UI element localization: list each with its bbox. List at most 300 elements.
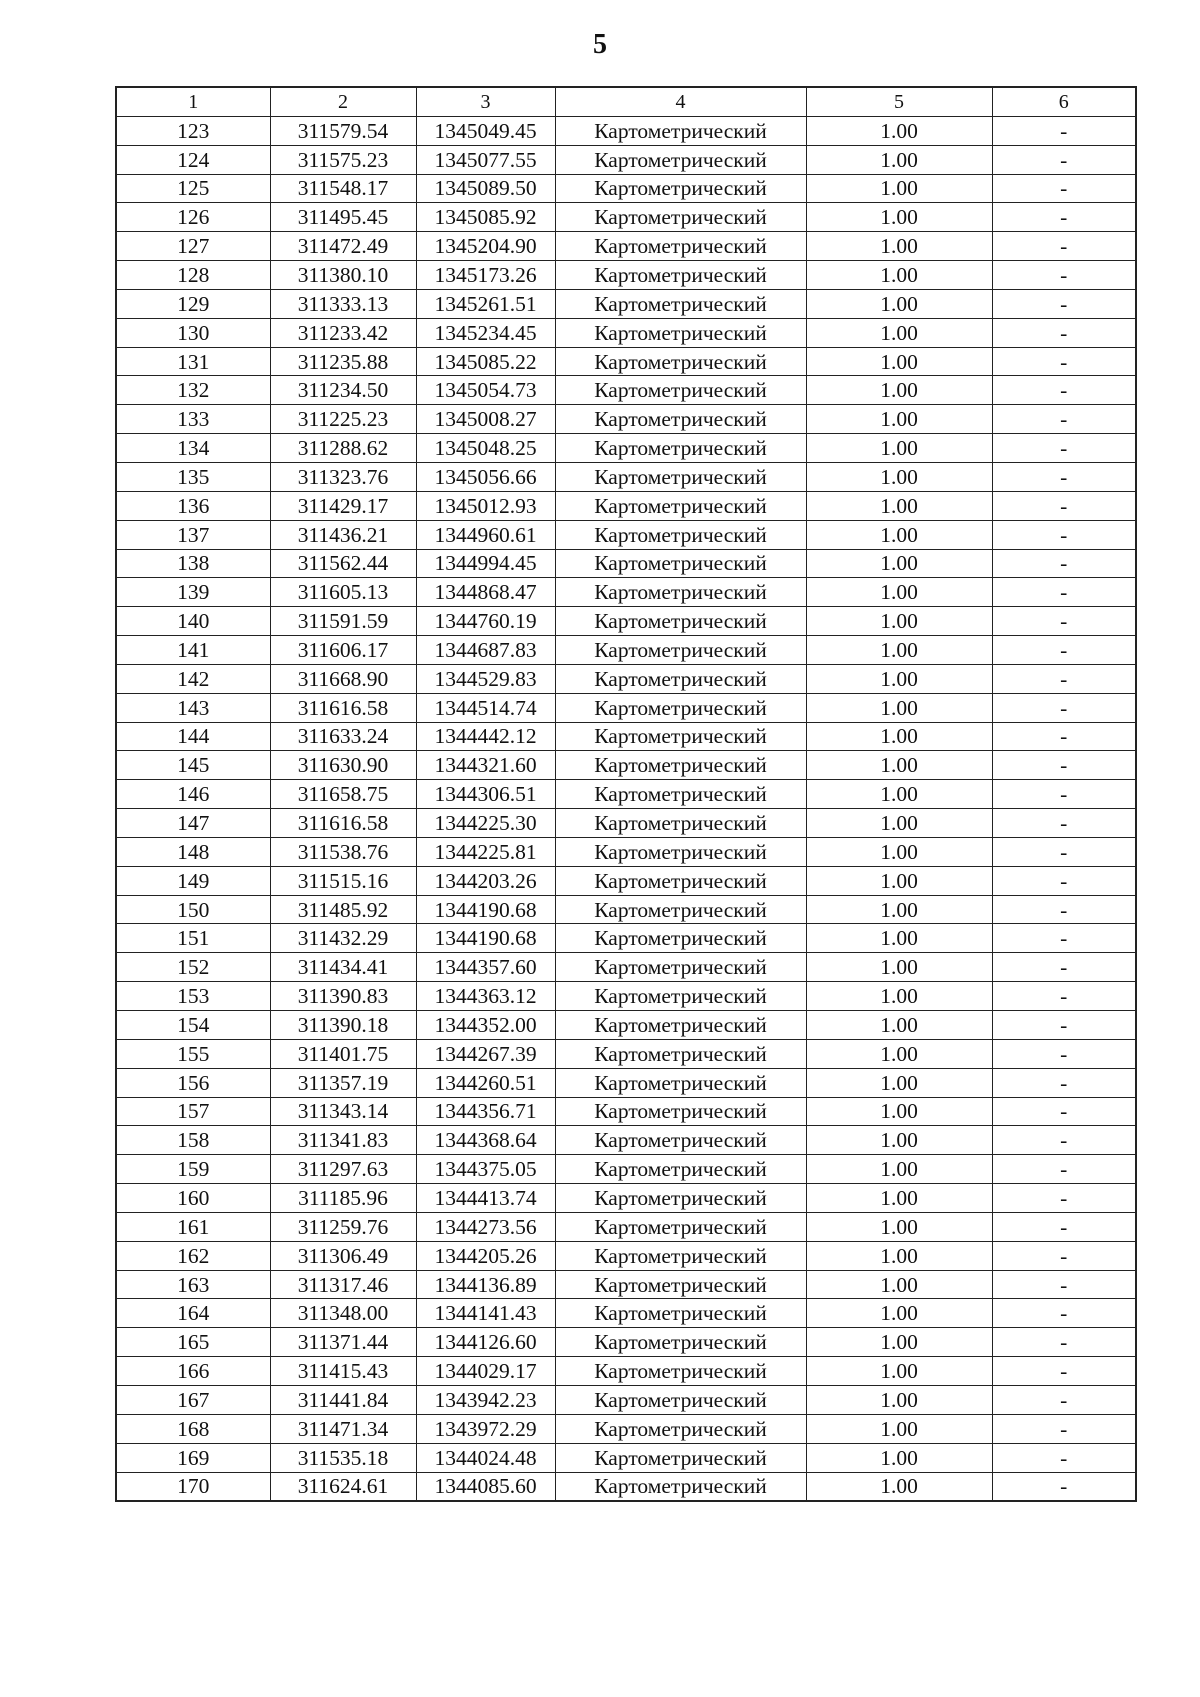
x-coordinate-cell: 311606.17 — [270, 636, 416, 665]
table-row — [116, 1357, 1136, 1386]
method-cell: Картометрический — [555, 780, 806, 809]
y-coordinate-cell: 1345173.26 — [416, 261, 555, 290]
y-coordinate-cell: 1344760.19 — [416, 607, 555, 636]
description-cell: - — [992, 780, 1136, 809]
x-coordinate-cell: 311390.83 — [270, 982, 416, 1011]
point-number-cell: 132 — [116, 376, 270, 405]
description-cell: - — [992, 462, 1136, 491]
table-row — [116, 924, 1136, 953]
point-number-cell: 125 — [116, 174, 270, 203]
point-number-cell: 152 — [116, 953, 270, 982]
accuracy-cell: 1.00 — [806, 1385, 992, 1414]
y-coordinate-cell: 1345234.45 — [416, 318, 555, 347]
y-coordinate-cell: 1344321.60 — [416, 751, 555, 780]
point-number-cell: 162 — [116, 1241, 270, 1270]
table-row — [116, 1299, 1136, 1328]
description-cell: - — [992, 578, 1136, 607]
accuracy-cell: 1.00 — [806, 722, 992, 751]
point-number-cell: 149 — [116, 866, 270, 895]
method-cell: Картометрический — [555, 1241, 806, 1270]
y-coordinate-cell: 1343972.29 — [416, 1414, 555, 1443]
method-cell: Картометрический — [555, 1011, 806, 1040]
point-number-cell: 163 — [116, 1270, 270, 1299]
y-coordinate-cell: 1344687.83 — [416, 636, 555, 665]
x-coordinate-cell: 311668.90 — [270, 664, 416, 693]
method-cell: Картометрический — [555, 953, 806, 982]
method-cell: Картометрический — [555, 434, 806, 463]
method-cell: Картометрический — [555, 1357, 806, 1386]
point-number-cell: 137 — [116, 520, 270, 549]
description-cell: - — [992, 1385, 1136, 1414]
y-coordinate-cell: 1344225.30 — [416, 809, 555, 838]
table-row — [116, 837, 1136, 866]
x-coordinate-cell: 311348.00 — [270, 1299, 416, 1328]
table-row — [116, 232, 1136, 261]
accuracy-cell: 1.00 — [806, 953, 992, 982]
accuracy-cell: 1.00 — [806, 1155, 992, 1184]
accuracy-cell: 1.00 — [806, 1328, 992, 1357]
x-coordinate-cell: 311535.18 — [270, 1443, 416, 1472]
method-cell: Картометрический — [555, 809, 806, 838]
point-number-cell: 158 — [116, 1126, 270, 1155]
method-cell: Картометрический — [555, 376, 806, 405]
method-cell: Картометрический — [555, 116, 806, 145]
x-coordinate-cell: 311471.34 — [270, 1414, 416, 1443]
accuracy-cell: 1.00 — [806, 1357, 992, 1386]
point-number-cell: 164 — [116, 1299, 270, 1328]
table-row — [116, 809, 1136, 838]
method-cell: Картометрический — [555, 1126, 806, 1155]
y-coordinate-cell: 1344260.51 — [416, 1068, 555, 1097]
accuracy-cell: 1.00 — [806, 318, 992, 347]
table-row — [116, 751, 1136, 780]
y-coordinate-cell: 1344190.68 — [416, 895, 555, 924]
method-cell: Картометрический — [555, 895, 806, 924]
table-row — [116, 1328, 1136, 1357]
x-coordinate-cell: 311390.18 — [270, 1011, 416, 1040]
description-cell: - — [992, 261, 1136, 290]
point-number-cell: 144 — [116, 722, 270, 751]
x-coordinate-cell: 311259.76 — [270, 1212, 416, 1241]
point-number-cell: 141 — [116, 636, 270, 665]
description-cell: - — [992, 636, 1136, 665]
table-row — [116, 1241, 1136, 1270]
point-number-cell: 147 — [116, 809, 270, 838]
description-cell: - — [992, 809, 1136, 838]
method-cell: Картометрический — [555, 1270, 806, 1299]
accuracy-cell: 1.00 — [806, 520, 992, 549]
y-coordinate-cell: 1344994.45 — [416, 549, 555, 578]
point-number-cell: 168 — [116, 1414, 270, 1443]
description-cell: - — [992, 664, 1136, 693]
accuracy-cell: 1.00 — [806, 376, 992, 405]
description-cell: - — [992, 895, 1136, 924]
method-cell: Картометрический — [555, 347, 806, 376]
x-coordinate-cell: 311341.83 — [270, 1126, 416, 1155]
table-row — [116, 203, 1136, 232]
y-coordinate-cell: 1345012.93 — [416, 491, 555, 520]
point-number-cell: 145 — [116, 751, 270, 780]
y-coordinate-cell: 1345008.27 — [416, 405, 555, 434]
accuracy-cell: 1.00 — [806, 232, 992, 261]
point-number-cell: 146 — [116, 780, 270, 809]
table-row — [116, 347, 1136, 376]
point-number-cell: 169 — [116, 1443, 270, 1472]
point-number-cell: 153 — [116, 982, 270, 1011]
point-number-cell: 143 — [116, 693, 270, 722]
column-header: 4 — [555, 87, 806, 116]
x-coordinate-cell: 311562.44 — [270, 549, 416, 578]
accuracy-cell: 1.00 — [806, 405, 992, 434]
y-coordinate-cell: 1344203.26 — [416, 866, 555, 895]
method-cell: Картометрический — [555, 318, 806, 347]
point-number-cell: 156 — [116, 1068, 270, 1097]
accuracy-cell: 1.00 — [806, 261, 992, 290]
table-row — [116, 953, 1136, 982]
table-row — [116, 520, 1136, 549]
y-coordinate-cell: 1345085.22 — [416, 347, 555, 376]
method-cell: Картометрический — [555, 982, 806, 1011]
method-cell: Картометрический — [555, 607, 806, 636]
point-number-cell: 167 — [116, 1385, 270, 1414]
point-number-cell: 170 — [116, 1472, 270, 1501]
page-number: 5 — [593, 29, 607, 60]
point-number-cell: 161 — [116, 1212, 270, 1241]
point-number-cell: 150 — [116, 895, 270, 924]
x-coordinate-cell: 311288.62 — [270, 434, 416, 463]
table-row — [116, 405, 1136, 434]
method-cell: Картометрический — [555, 924, 806, 953]
point-number-cell: 136 — [116, 491, 270, 520]
x-coordinate-cell: 311616.58 — [270, 693, 416, 722]
point-number-cell: 123 — [116, 116, 270, 145]
table-row — [116, 1270, 1136, 1299]
point-number-cell: 138 — [116, 549, 270, 578]
description-cell: - — [992, 866, 1136, 895]
point-number-cell: 155 — [116, 1039, 270, 1068]
method-cell: Картометрический — [555, 289, 806, 318]
table-row — [116, 1097, 1136, 1126]
description-cell: - — [992, 1270, 1136, 1299]
method-cell: Картометрический — [555, 837, 806, 866]
method-cell: Картометрический — [555, 1184, 806, 1213]
description-cell: - — [992, 1039, 1136, 1068]
x-coordinate-cell: 311357.19 — [270, 1068, 416, 1097]
x-coordinate-cell: 311575.23 — [270, 145, 416, 174]
method-cell: Картометрический — [555, 1299, 806, 1328]
x-coordinate-cell: 311235.88 — [270, 347, 416, 376]
description-cell: - — [992, 1299, 1136, 1328]
accuracy-cell: 1.00 — [806, 1011, 992, 1040]
accuracy-cell: 1.00 — [806, 1212, 992, 1241]
table-row — [116, 1443, 1136, 1472]
table-row — [116, 982, 1136, 1011]
table-row — [116, 1155, 1136, 1184]
y-coordinate-cell: 1343942.23 — [416, 1385, 555, 1414]
table-row — [116, 1184, 1136, 1213]
description-cell: - — [992, 693, 1136, 722]
method-cell: Картометрический — [555, 232, 806, 261]
x-coordinate-cell: 311333.13 — [270, 289, 416, 318]
method-cell: Картометрический — [555, 1097, 806, 1126]
description-cell: - — [992, 1443, 1136, 1472]
description-cell: - — [992, 1011, 1136, 1040]
y-coordinate-cell: 1344126.60 — [416, 1328, 555, 1357]
x-coordinate-cell: 311495.45 — [270, 203, 416, 232]
x-coordinate-cell: 311548.17 — [270, 174, 416, 203]
table-row — [116, 866, 1136, 895]
table-row — [116, 1011, 1136, 1040]
method-cell: Картометрический — [555, 491, 806, 520]
accuracy-cell: 1.00 — [806, 347, 992, 376]
table-row — [116, 491, 1136, 520]
table-row — [116, 116, 1136, 145]
column-header: 1 — [116, 87, 270, 116]
description-cell: - — [992, 289, 1136, 318]
x-coordinate-cell: 311605.13 — [270, 578, 416, 607]
point-number-cell: 160 — [116, 1184, 270, 1213]
accuracy-cell: 1.00 — [806, 203, 992, 232]
table-row — [116, 895, 1136, 924]
y-coordinate-cell: 1344357.60 — [416, 953, 555, 982]
accuracy-cell: 1.00 — [806, 607, 992, 636]
y-coordinate-cell: 1345049.45 — [416, 116, 555, 145]
description-cell: - — [992, 1068, 1136, 1097]
table-row — [116, 780, 1136, 809]
point-number-cell: 142 — [116, 664, 270, 693]
point-number-cell: 139 — [116, 578, 270, 607]
x-coordinate-cell: 311624.61 — [270, 1472, 416, 1501]
accuracy-cell: 1.00 — [806, 751, 992, 780]
x-coordinate-cell: 311225.23 — [270, 405, 416, 434]
method-cell: Картометрический — [555, 751, 806, 780]
table-row — [116, 578, 1136, 607]
table-row — [116, 1068, 1136, 1097]
point-number-cell: 157 — [116, 1097, 270, 1126]
table-row — [116, 462, 1136, 491]
x-coordinate-cell: 311306.49 — [270, 1241, 416, 1270]
column-header: 6 — [992, 87, 1136, 116]
method-cell: Картометрический — [555, 1039, 806, 1068]
accuracy-cell: 1.00 — [806, 116, 992, 145]
table-row — [116, 636, 1136, 665]
accuracy-cell: 1.00 — [806, 837, 992, 866]
accuracy-cell: 1.00 — [806, 866, 992, 895]
y-coordinate-cell: 1344352.00 — [416, 1011, 555, 1040]
point-number-cell: 124 — [116, 145, 270, 174]
accuracy-cell: 1.00 — [806, 982, 992, 1011]
point-number-cell: 126 — [116, 203, 270, 232]
method-cell: Картометрический — [555, 174, 806, 203]
x-coordinate-cell: 311436.21 — [270, 520, 416, 549]
description-cell: - — [992, 1097, 1136, 1126]
accuracy-cell: 1.00 — [806, 145, 992, 174]
accuracy-cell: 1.00 — [806, 289, 992, 318]
description-cell: - — [992, 405, 1136, 434]
y-coordinate-cell: 1344267.39 — [416, 1039, 555, 1068]
x-coordinate-cell: 311343.14 — [270, 1097, 416, 1126]
column-header: 5 — [806, 87, 992, 116]
accuracy-cell: 1.00 — [806, 895, 992, 924]
description-cell: - — [992, 982, 1136, 1011]
point-number-cell: 130 — [116, 318, 270, 347]
x-coordinate-cell: 311658.75 — [270, 780, 416, 809]
point-number-cell: 134 — [116, 434, 270, 463]
accuracy-cell: 1.00 — [806, 1241, 992, 1270]
method-cell: Картометрический — [555, 578, 806, 607]
table-row — [116, 1472, 1136, 1501]
table-row — [116, 289, 1136, 318]
x-coordinate-cell: 311616.58 — [270, 809, 416, 838]
accuracy-cell: 1.00 — [806, 636, 992, 665]
x-coordinate-cell: 311401.75 — [270, 1039, 416, 1068]
accuracy-cell: 1.00 — [806, 664, 992, 693]
y-coordinate-cell: 1344306.51 — [416, 780, 555, 809]
description-cell: - — [992, 953, 1136, 982]
y-coordinate-cell: 1344205.26 — [416, 1241, 555, 1270]
y-coordinate-cell: 1345085.92 — [416, 203, 555, 232]
accuracy-cell: 1.00 — [806, 491, 992, 520]
accuracy-cell: 1.00 — [806, 1039, 992, 1068]
x-coordinate-cell: 311472.49 — [270, 232, 416, 261]
column-header: 2 — [270, 87, 416, 116]
table-header-row — [116, 87, 1136, 116]
y-coordinate-cell: 1345054.73 — [416, 376, 555, 405]
point-number-cell: 127 — [116, 232, 270, 261]
y-coordinate-cell: 1344225.81 — [416, 837, 555, 866]
x-coordinate-cell: 311297.63 — [270, 1155, 416, 1184]
y-coordinate-cell: 1344960.61 — [416, 520, 555, 549]
y-coordinate-cell: 1344141.43 — [416, 1299, 555, 1328]
method-cell: Картометрический — [555, 405, 806, 434]
x-coordinate-cell: 311317.46 — [270, 1270, 416, 1299]
description-cell: - — [992, 607, 1136, 636]
y-coordinate-cell: 1344024.48 — [416, 1443, 555, 1472]
table-row — [116, 318, 1136, 347]
point-number-cell: 151 — [116, 924, 270, 953]
accuracy-cell: 1.00 — [806, 1270, 992, 1299]
description-cell: - — [992, 1472, 1136, 1501]
method-cell: Картометрический — [555, 866, 806, 895]
description-cell: - — [992, 549, 1136, 578]
y-coordinate-cell: 1344363.12 — [416, 982, 555, 1011]
y-coordinate-cell: 1344085.60 — [416, 1472, 555, 1501]
table-row — [116, 722, 1136, 751]
accuracy-cell: 1.00 — [806, 1126, 992, 1155]
description-cell: - — [992, 1414, 1136, 1443]
y-coordinate-cell: 1345077.55 — [416, 145, 555, 174]
point-number-cell: 159 — [116, 1155, 270, 1184]
point-number-cell: 148 — [116, 837, 270, 866]
method-cell: Картометрический — [555, 693, 806, 722]
accuracy-cell: 1.00 — [806, 780, 992, 809]
x-coordinate-cell: 311515.16 — [270, 866, 416, 895]
accuracy-cell: 1.00 — [806, 1068, 992, 1097]
x-coordinate-cell: 311233.42 — [270, 318, 416, 347]
point-number-cell: 135 — [116, 462, 270, 491]
accuracy-cell: 1.00 — [806, 578, 992, 607]
y-coordinate-cell: 1345204.90 — [416, 232, 555, 261]
description-cell: - — [992, 491, 1136, 520]
y-coordinate-cell: 1344273.56 — [416, 1212, 555, 1241]
x-coordinate-cell: 311323.76 — [270, 462, 416, 491]
description-cell: - — [992, 924, 1136, 953]
table-row — [116, 145, 1136, 174]
x-coordinate-cell: 311630.90 — [270, 751, 416, 780]
y-coordinate-cell: 1344514.74 — [416, 693, 555, 722]
y-coordinate-cell: 1344413.74 — [416, 1184, 555, 1213]
y-coordinate-cell: 1344442.12 — [416, 722, 555, 751]
table-row — [116, 1212, 1136, 1241]
method-cell: Картометрический — [555, 1385, 806, 1414]
method-cell: Картометрический — [555, 1212, 806, 1241]
method-cell: Картометрический — [555, 1068, 806, 1097]
x-coordinate-cell: 311633.24 — [270, 722, 416, 751]
accuracy-cell: 1.00 — [806, 1472, 992, 1501]
accuracy-cell: 1.00 — [806, 1097, 992, 1126]
description-cell: - — [992, 1212, 1136, 1241]
y-coordinate-cell: 1344029.17 — [416, 1357, 555, 1386]
description-cell: - — [992, 145, 1136, 174]
column-header: 3 — [416, 87, 555, 116]
table-row — [116, 376, 1136, 405]
accuracy-cell: 1.00 — [806, 1443, 992, 1472]
description-cell: - — [992, 1126, 1136, 1155]
x-coordinate-cell: 311579.54 — [270, 116, 416, 145]
description-cell: - — [992, 376, 1136, 405]
x-coordinate-cell: 311591.59 — [270, 607, 416, 636]
accuracy-cell: 1.00 — [806, 549, 992, 578]
description-cell: - — [992, 1184, 1136, 1213]
accuracy-cell: 1.00 — [806, 1299, 992, 1328]
method-cell: Картометрический — [555, 462, 806, 491]
method-cell: Картометрический — [555, 664, 806, 693]
accuracy-cell: 1.00 — [806, 462, 992, 491]
method-cell: Картометрический — [555, 636, 806, 665]
description-cell: - — [992, 1155, 1136, 1184]
coordinates-table — [115, 86, 1137, 1502]
y-coordinate-cell: 1344136.89 — [416, 1270, 555, 1299]
description-cell: - — [992, 116, 1136, 145]
point-number-cell: 140 — [116, 607, 270, 636]
table-row — [116, 1385, 1136, 1414]
table-body — [116, 87, 1136, 1501]
accuracy-cell: 1.00 — [806, 1184, 992, 1213]
x-coordinate-cell: 311538.76 — [270, 837, 416, 866]
method-cell: Картометрический — [555, 203, 806, 232]
table-row — [116, 607, 1136, 636]
description-cell: - — [992, 751, 1136, 780]
accuracy-cell: 1.00 — [806, 693, 992, 722]
y-coordinate-cell: 1345056.66 — [416, 462, 555, 491]
accuracy-cell: 1.00 — [806, 809, 992, 838]
description-cell: - — [992, 203, 1136, 232]
accuracy-cell: 1.00 — [806, 174, 992, 203]
x-coordinate-cell: 311380.10 — [270, 261, 416, 290]
x-coordinate-cell: 311429.17 — [270, 491, 416, 520]
method-cell: Картометрический — [555, 261, 806, 290]
description-cell: - — [992, 232, 1136, 261]
method-cell: Картометрический — [555, 1328, 806, 1357]
method-cell: Картометрический — [555, 722, 806, 751]
table-row — [116, 664, 1136, 693]
y-coordinate-cell: 1344868.47 — [416, 578, 555, 607]
point-number-cell: 133 — [116, 405, 270, 434]
point-number-cell: 129 — [116, 289, 270, 318]
method-cell: Картометрический — [555, 549, 806, 578]
table-row — [116, 1039, 1136, 1068]
description-cell: - — [992, 520, 1136, 549]
